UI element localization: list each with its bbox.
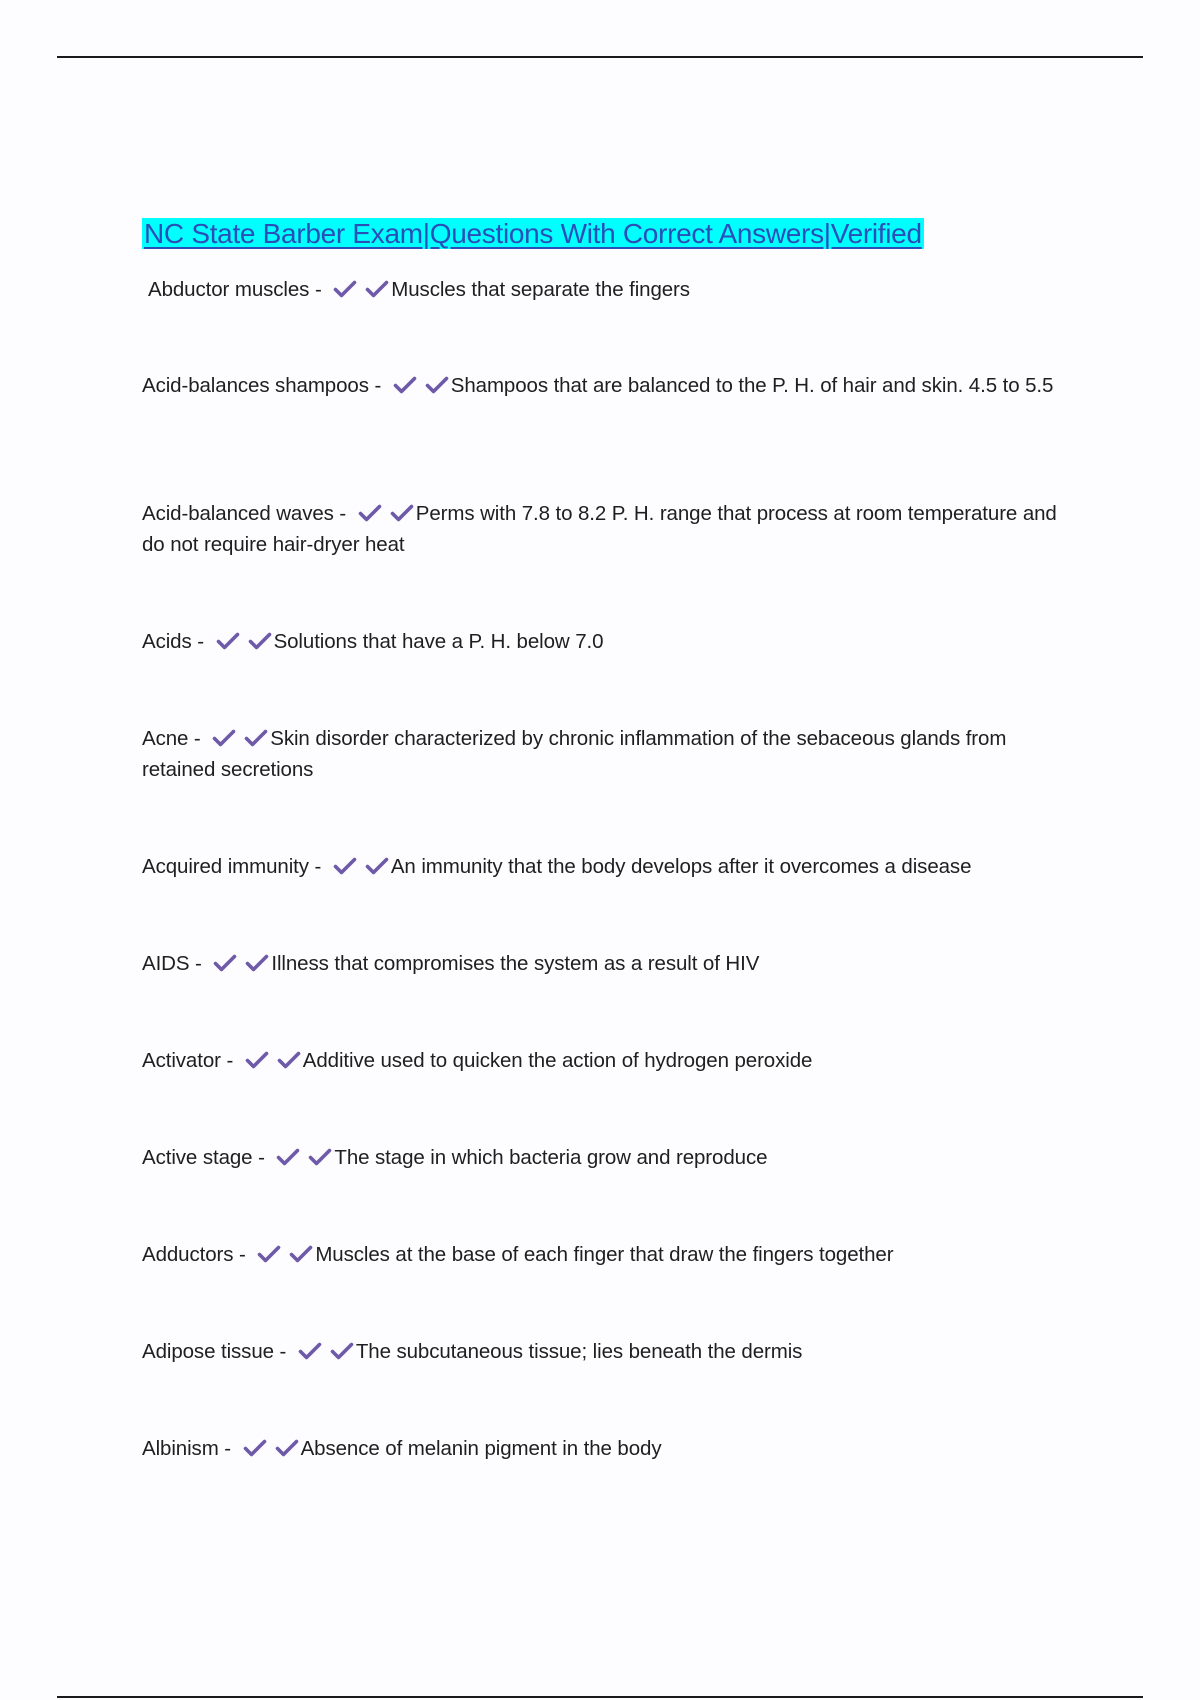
list-item <box>142 626 1082 657</box>
check-icon <box>257 1244 281 1264</box>
term: Acid-balanced waves <box>142 502 334 525</box>
check-icon <box>243 1438 267 1458</box>
check-icon <box>333 279 357 299</box>
answer: The stage in which bacteria grow and reproduce <box>334 1146 768 1169</box>
answer: Additive used to quicken the action of hydrogen peroxide <box>302 1049 813 1072</box>
list-item <box>148 274 1088 305</box>
term: Adductors <box>142 1243 234 1266</box>
check-icon <box>425 375 449 395</box>
answer: Solutions that have a P. H. below 7.0 <box>273 630 604 653</box>
check-icon <box>245 953 269 973</box>
term: Acid-balances shampoos <box>142 374 369 397</box>
list-item <box>142 498 1082 560</box>
check-icon <box>390 503 414 523</box>
document-title <box>142 215 924 253</box>
answer: The subcutaneous tissue; lies beneath the dermis <box>355 1340 803 1363</box>
check-icon <box>333 856 357 876</box>
list-item <box>142 370 1082 401</box>
separator: - <box>368 374 387 397</box>
check-icon <box>276 1147 300 1167</box>
answer: Muscles at the base of each finger that draw the fingers together <box>315 1243 894 1266</box>
check-icon <box>308 1147 332 1167</box>
term: Acquired immunity <box>142 855 309 878</box>
check-icon <box>365 856 389 876</box>
term: AIDS <box>142 952 190 975</box>
check-icon <box>289 1244 313 1264</box>
top-rule <box>57 56 1143 58</box>
term: Acne <box>142 727 189 750</box>
term: Activator <box>142 1049 221 1072</box>
answer: Skin disorder characterized by chronic inflammation of the sebaceous glands from retained secretions <box>142 727 1007 781</box>
answer: Muscles that separate the fingers <box>391 278 690 301</box>
list-item <box>142 1336 1082 1367</box>
list-item <box>142 1433 1082 1464</box>
check-icon <box>275 1438 299 1458</box>
list-item <box>142 1142 1082 1173</box>
term: Active stage <box>142 1146 253 1169</box>
separator: - <box>309 278 328 301</box>
separator: - <box>252 1146 271 1169</box>
separator: - <box>333 502 352 525</box>
answer: Perms with 7.8 to 8.2 P. H. range that process at room temperature and do not require hair-dryer heat <box>142 502 1057 556</box>
check-icon <box>244 728 268 748</box>
separator: - <box>220 1049 239 1072</box>
list-item <box>142 851 1082 882</box>
separator: - <box>191 630 210 653</box>
answer: Shampoos that are balanced to the P. H. of hair and skin. 4.5 to 5.5 <box>450 374 1054 397</box>
check-icon <box>358 503 382 523</box>
answer: An immunity that the body develops after it overcomes a disease <box>390 855 972 878</box>
bottom-rule <box>57 1696 1143 1698</box>
list-item <box>142 723 1082 785</box>
list-item <box>142 1045 1082 1076</box>
term: Adipose tissue <box>142 1340 274 1363</box>
list-item <box>142 1239 1082 1270</box>
check-icon <box>298 1341 322 1361</box>
check-icon <box>248 631 272 651</box>
list-item <box>142 948 1082 979</box>
term: Albinism <box>142 1437 219 1460</box>
check-icon <box>212 728 236 748</box>
check-icon <box>216 631 240 651</box>
check-icon <box>393 375 417 395</box>
separator: - <box>233 1243 252 1266</box>
check-icon <box>245 1050 269 1070</box>
check-icon <box>277 1050 301 1070</box>
check-icon <box>365 279 389 299</box>
answer: Illness that compromises the system as a result of HIV <box>271 952 760 975</box>
term: Acids <box>142 630 192 653</box>
separator: - <box>188 727 207 750</box>
separator: - <box>189 952 208 975</box>
answer: Absence of melanin pigment in the body <box>300 1437 662 1460</box>
separator: - <box>218 1437 237 1460</box>
separator: - <box>273 1340 292 1363</box>
check-icon <box>213 953 237 973</box>
check-icon <box>330 1341 354 1361</box>
document-title-text: NC State Barber Exam|Questions With Correct Answers|Verified <box>144 218 922 249</box>
term: Abductor muscles <box>148 278 310 301</box>
separator: - <box>308 855 327 878</box>
